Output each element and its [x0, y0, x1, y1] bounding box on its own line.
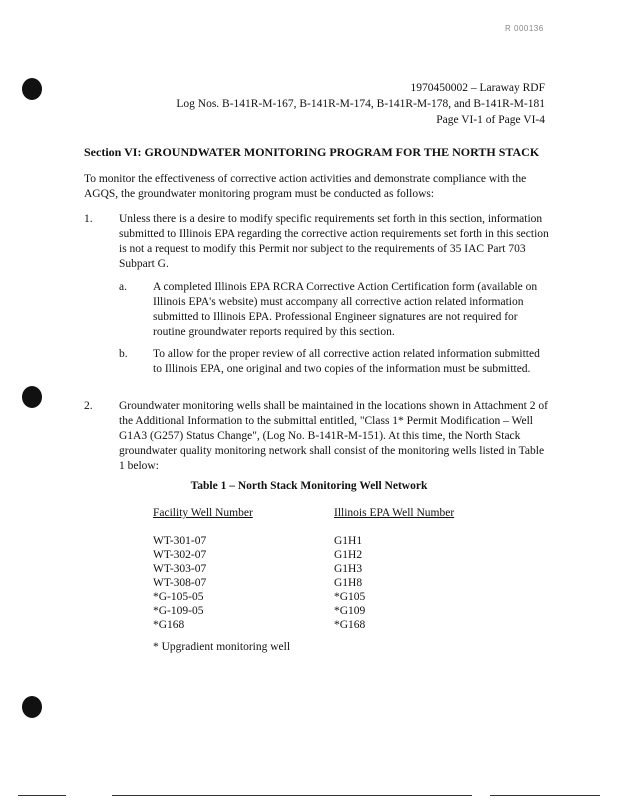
header-page-number: Page VI-1 of Page VI-4 [436, 114, 545, 126]
table-cell: WT-303-07 [153, 563, 207, 575]
facility-well-column [153, 506, 253, 632]
item-1a-letter: a. [119, 281, 127, 293]
header-log-numbers: Log Nos. B-141R-M-167, B-141R-M-174, B-141R-M-178, and B-141R-M-181 [176, 98, 545, 110]
footer-divider [112, 795, 472, 796]
table-title: Table 1 – North Stack Monitoring Well Network [190, 480, 428, 492]
table-cell: *G105 [334, 591, 366, 603]
table-cell: WT-302-07 [153, 549, 207, 561]
item-1a-text: A completed Illinois EPA RCRA Corrective Action Certification form (available on Illinois EPA's website) must accompany all corrective action related information submitted to Illinois EPA. Professional Engineer signatures are not required for routine groundwater reports required by this section. [153, 281, 538, 338]
table-cell: *G168 [153, 619, 185, 631]
iepa-well-column [334, 506, 454, 632]
item-1b-text: To allow for the proper review of all corrective action related information submitted to Illinois EPA, one original and two copies of the information must be submitted. [153, 348, 540, 375]
item-1b-letter: b. [119, 348, 128, 360]
footer-divider [490, 795, 600, 796]
iepa-well-header: Illinois EPA Well Number [334, 507, 455, 519]
table-cell: *G-109-05 [153, 605, 204, 617]
punch-hole-icon [22, 696, 42, 718]
table-footnote: * Upgradient monitoring well [153, 641, 291, 653]
item-1-text: Unless there is a desire to modify specific requirements set forth in this section, information submitted to Illinois EPA regarding the corrective action requirements set forth in this section is not a request to modify this Permit nor subject to the requirements of 35 IAC Part 703 Subpart G. [119, 213, 549, 270]
table-cell: G1H8 [334, 577, 363, 589]
facility-well-header: Facility Well Number [153, 507, 253, 519]
item-1-number: 1. [84, 213, 93, 225]
document-header [176, 80, 545, 128]
item-2-text: Groundwater monitoring wells shall be maintained in the locations shown in Attachment 2 of the Additional Information to the submittal entitled, "Class 1* Permit Modification – Well G1A3 (G257) Status Change", (Log No. B-141R-M-151). At this time, the North Stack groundwater quality monitoring network shall consist of the monitoring wells listed in Table 1 below: [119, 400, 548, 472]
table-cell: *G168 [334, 619, 366, 631]
item-2-number: 2. [84, 400, 93, 412]
footer-divider [18, 795, 66, 796]
table-cell: G1H1 [334, 535, 363, 547]
header-facility-id: 1970450002 – Laraway RDF [410, 82, 545, 94]
page-stamp: R 000136 [505, 24, 544, 33]
table-cell: WT-308-07 [153, 577, 207, 589]
punch-hole-icon [22, 78, 42, 100]
table-cell: G1H3 [334, 563, 363, 575]
punch-hole-icon [22, 386, 42, 408]
intro-paragraph: To monitor the effectiveness of corrective action activities and demonstrate compliance with the AGQS, the groundwater monitoring program must be conducted as follows: [84, 173, 527, 200]
table-cell: G1H2 [334, 549, 363, 561]
table-cell: *G109 [334, 605, 366, 617]
table-cell: *G-105-05 [153, 591, 204, 603]
table-cell: WT-301-07 [153, 535, 207, 547]
section-title: Section VI: GROUNDWATER MONITORING PROGRAM FOR THE NORTH STACK [84, 145, 540, 159]
